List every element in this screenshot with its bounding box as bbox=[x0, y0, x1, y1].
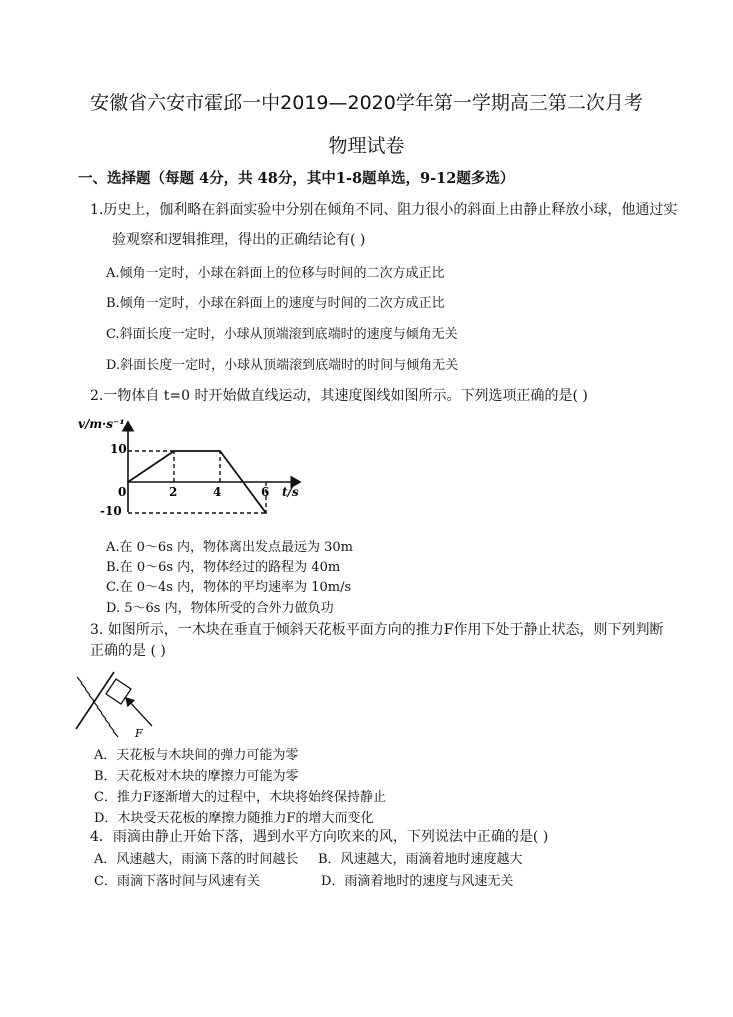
q1-option-b: B.倾角一定时，小球在斜面上的速度与时间的二次方成正比 bbox=[106, 296, 445, 311]
q4-option-d: D．雨滴着地时的速度与风速无关 bbox=[321, 874, 514, 889]
velocity-time-graph bbox=[76, 408, 316, 528]
section-heading: 一、选择题（每题 4分，共 48分，其中1-8题单选，9-12题多选） bbox=[78, 170, 515, 187]
q4-option-a: A．风速越大，雨滴下落的时间越长 bbox=[94, 852, 299, 867]
exam-title: 安徽省六安市霍邱一中2019—2020学年第一学期高三第二次月考 bbox=[90, 92, 643, 114]
inclined-ceiling bbox=[76, 672, 114, 729]
q3-stem-line2: 正确的是 ( ) bbox=[90, 643, 166, 659]
x-tick-6: 6 bbox=[261, 485, 270, 499]
q1-option-c: C.斜面长度一定时，小球从顶端滚到底端时的速度与倾角无关 bbox=[106, 327, 458, 342]
x-axis-label: t/s bbox=[282, 485, 299, 499]
q4-stem: 4．雨滴由静止开始下落，遇到水平方向吹来的风，下列说法中正确的是( ) bbox=[90, 829, 549, 845]
q1-stem-line2: 验观察和逻辑推理，得出的正确结论有( ) bbox=[112, 232, 366, 248]
x-tick-0: 0 bbox=[118, 485, 127, 499]
y-tick-10: 10 bbox=[110, 442, 127, 456]
q4-option-b: B．风速越大，雨滴着地时速度越大 bbox=[318, 852, 523, 867]
x-tick-4: 4 bbox=[213, 485, 222, 499]
q2-option-d: D. 5～6s 内，物体所受的合外力做负功 bbox=[106, 601, 334, 616]
velocity-point bbox=[219, 450, 221, 452]
q3-stem-line1: 3. 如图所示，一木块在垂直于倾斜天花板平面方向的推力F作用下处于静止状态，则下列判断 bbox=[90, 622, 664, 638]
q1-option-a: A.倾角一定时，小球在斜面上的位移与时间的二次方成正比 bbox=[106, 266, 445, 281]
q2-option-c: C.在 0～4s 内，物体的平均速率为 10m/s bbox=[106, 580, 352, 595]
q1-stem-line1: 1.历史上，伽利略在斜面实验中分别在倾角不同、阻力很小的斜面上由静止释放小球，他通过实 bbox=[90, 202, 678, 218]
y-tick-neg10: -10 bbox=[100, 504, 122, 518]
q4-option-c: C．雨滴下落时间与风速有关 bbox=[94, 874, 260, 889]
velocity-point bbox=[127, 481, 129, 483]
q3-option-a: A．天花板与木块间的弹力可能为零 bbox=[94, 748, 299, 763]
q2-option-a: A.在 0～6s 内，物体离出发点最远为 30m bbox=[106, 540, 354, 555]
exam-subtitle: 物理试卷 bbox=[328, 135, 405, 157]
force-label: F bbox=[135, 727, 143, 740]
q2-stem: 2.一物体自 t=0 时开始做直线运动，其速度图线如图所示。下列选项正确的是( ) bbox=[90, 388, 588, 404]
q3-option-b: B．天花板对木块的摩擦力可能为零 bbox=[94, 769, 299, 784]
force-arrow bbox=[126, 698, 152, 726]
ceiling-block-figure bbox=[72, 664, 182, 744]
y-axis-label: v/m·s⁻¹ bbox=[78, 417, 125, 431]
q3-option-d: D．木块受天花板的摩擦力随推力F的增大而变化 bbox=[94, 811, 374, 826]
velocity-point bbox=[265, 512, 267, 514]
x-tick-2: 2 bbox=[169, 485, 178, 499]
velocity-point bbox=[173, 450, 175, 452]
q2-option-b: B.在 0～6s 内，物体经过的路程为 40m bbox=[106, 560, 341, 575]
q3-option-c: C．推力F逐渐增大的过程中，木块将始终保持静止 bbox=[94, 790, 386, 805]
q1-option-d: D.斜面长度一定时，小球从顶端滚到底端时的时间与倾角无关 bbox=[106, 358, 459, 373]
